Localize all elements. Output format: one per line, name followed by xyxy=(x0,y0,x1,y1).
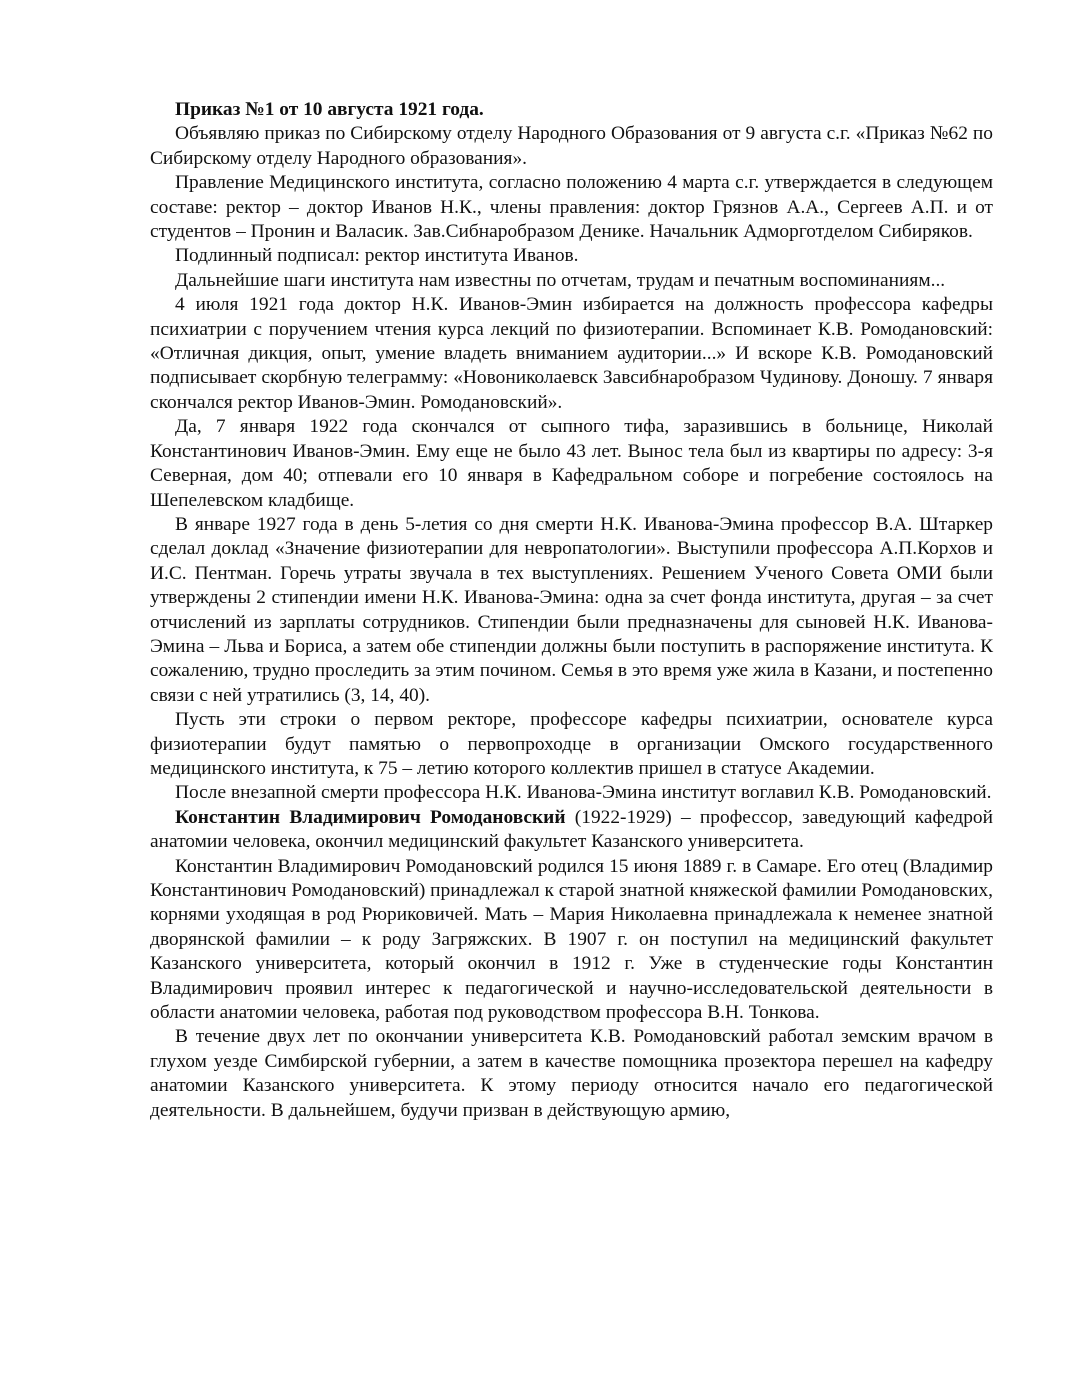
paragraph-signature: Подлинный подписал: ректор института Иванов. xyxy=(175,245,579,267)
paragraph-ivanov-emin-election: 4 июля 1921 года доктор Н.К. Иванов-Эмин избирается на должность профессора кафедры психиатрии с поручением чтения курса лекций по физиотерапии. Вспоминает К.В. Ромодановский: «Отличная дикция, опыт, умение владеть вниманием аудитории...» И вскоре К.В. Ромодановский подписывает скорбную телеграмму: «Новониколаевск Завсибнаробразом Чудинову. Доношу. 7 января скончался ректор Иванов-Эмин. Ромодановский». xyxy=(150,294,993,413)
paragraph-ivanov-emin-death: Да, 7 января 1922 года скончался от сыпного тифа, заразившись в больнице, Николай Константинович Иванов-Эмин. Ему еще не было 43 лет. Вынос тела был из квартиры по адресу: 3-я Северная, дом 40; отпевали его 10 января в Кафедральном соборе и погребение состоялось на Шепелевском кладбище. xyxy=(150,416,993,511)
romodanovsky-intro-text: (1922-1929) – профессор, заведующий кафедрой анатомии человека, окончил медицинский факультет Казанского университета. xyxy=(150,806,993,853)
paragraph-succession: После внезапной смерти профессора Н.К. Иванова-Эмина институт воглавил К.В. Ромодановский. xyxy=(175,782,992,804)
paragraph-romodanovsky-intro xyxy=(150,806,993,855)
paragraph-further-steps: Дальнейшие шаги института нам известны по отчетам, трудам и печатным воспоминаниям... xyxy=(175,269,946,291)
paragraph-tribute: Пусть эти строки о первом ректоре, профессоре кафедры психиатрии, основателе курса физиотерапии будут памятью о первопроходце в организации Омского государственного медицинского института, к 75 – летию которого коллектив пришел в статусе Академии. xyxy=(150,709,993,779)
romodanovsky-name: Константин Владимирович Ромодановский xyxy=(175,806,566,828)
paragraph-order-announcement: Объявляю приказ по Сибирскому отделу Народного Образования от 9 августа с.г. «Приказ №62 по Сибирскому отделу Народного образования». xyxy=(150,123,993,169)
paragraph-romodanovsky-biography: Константин Владимирович Ромодановский родился 15 июня 1889 г. в Самаре. Его отец (Владимир Константинович Ромодановский) принадлежал к старой знатной княжеской фамилии Ромодановских, корнями уходящая в род Рюриковичей. Мать – Мария Николаевна принадлежала к неменее знатной дворянской фамилии – к роду Загряжских. В 1907 г. он поступил на медицинский факультет Казанского университета, который окончил в 1912 г. Уже в студенческие годы Константин Владимирович проявил интерес к педагогической и научно-исследовательской деятельности в области анатомии человека, работая под руководством профессора В.Н. Тонкова. xyxy=(150,855,993,1024)
order-heading: Приказ №1 от 10 августа 1921 года. xyxy=(175,99,484,120)
document-page xyxy=(150,98,993,1123)
paragraph-board-composition: Правление Медицинского института, согласно положению 4 марта с.г. утверждается в следующем составе: ректор – доктор Иванов Н.К., члены правления: доктор Грязнов А.А., Сергеев А.П. и от студентов – Пронин и Валасик. Зав.Сибнаробразом Денике. Начальник Адморготделом Сибиряков. xyxy=(150,172,993,243)
paragraph-memorial-1927: В январе 1927 года в день 5-летия со дня смерти Н.К. Иванова-Эмина профессор В.А. Штаркер сделал доклад «Значение физиотерапии для невропатологии». Выступили профессора А.П.Корхов и И.С. Пентман. Горечь утраты звучала в тех выступлениях. Решением Ученого Совета ОМИ были утверждены 2 стипендии имени Н.К. Иванова-Эмина: одна за счет фонда института, другая – за счет отчислений из зарплаты сотрудников. Стипендии были предназначены для сыновей Н.К. Иванова-Эмина – Льва и Бориса, а затем обе стипендии должны были поступить в распоряжение института. К сожалению, трудно проследить за этим почином. Семья в это время уже жила в Казани, и постепенно связи с ней утратились (3, 14, 40). xyxy=(150,513,993,706)
paragraph-romodanovsky-career: В течение двух лет по окончании университета К.В. Ромодановский работал земским врачом в глухом уезде Симбирской губернии, а затем в качестве помощника прозектора перешел на кафедру анатомии Казанского университета. К этому периоду относится начало его педагогической деятельности. В дальнейшем, будучи призван в действующую армию, xyxy=(150,1026,993,1121)
